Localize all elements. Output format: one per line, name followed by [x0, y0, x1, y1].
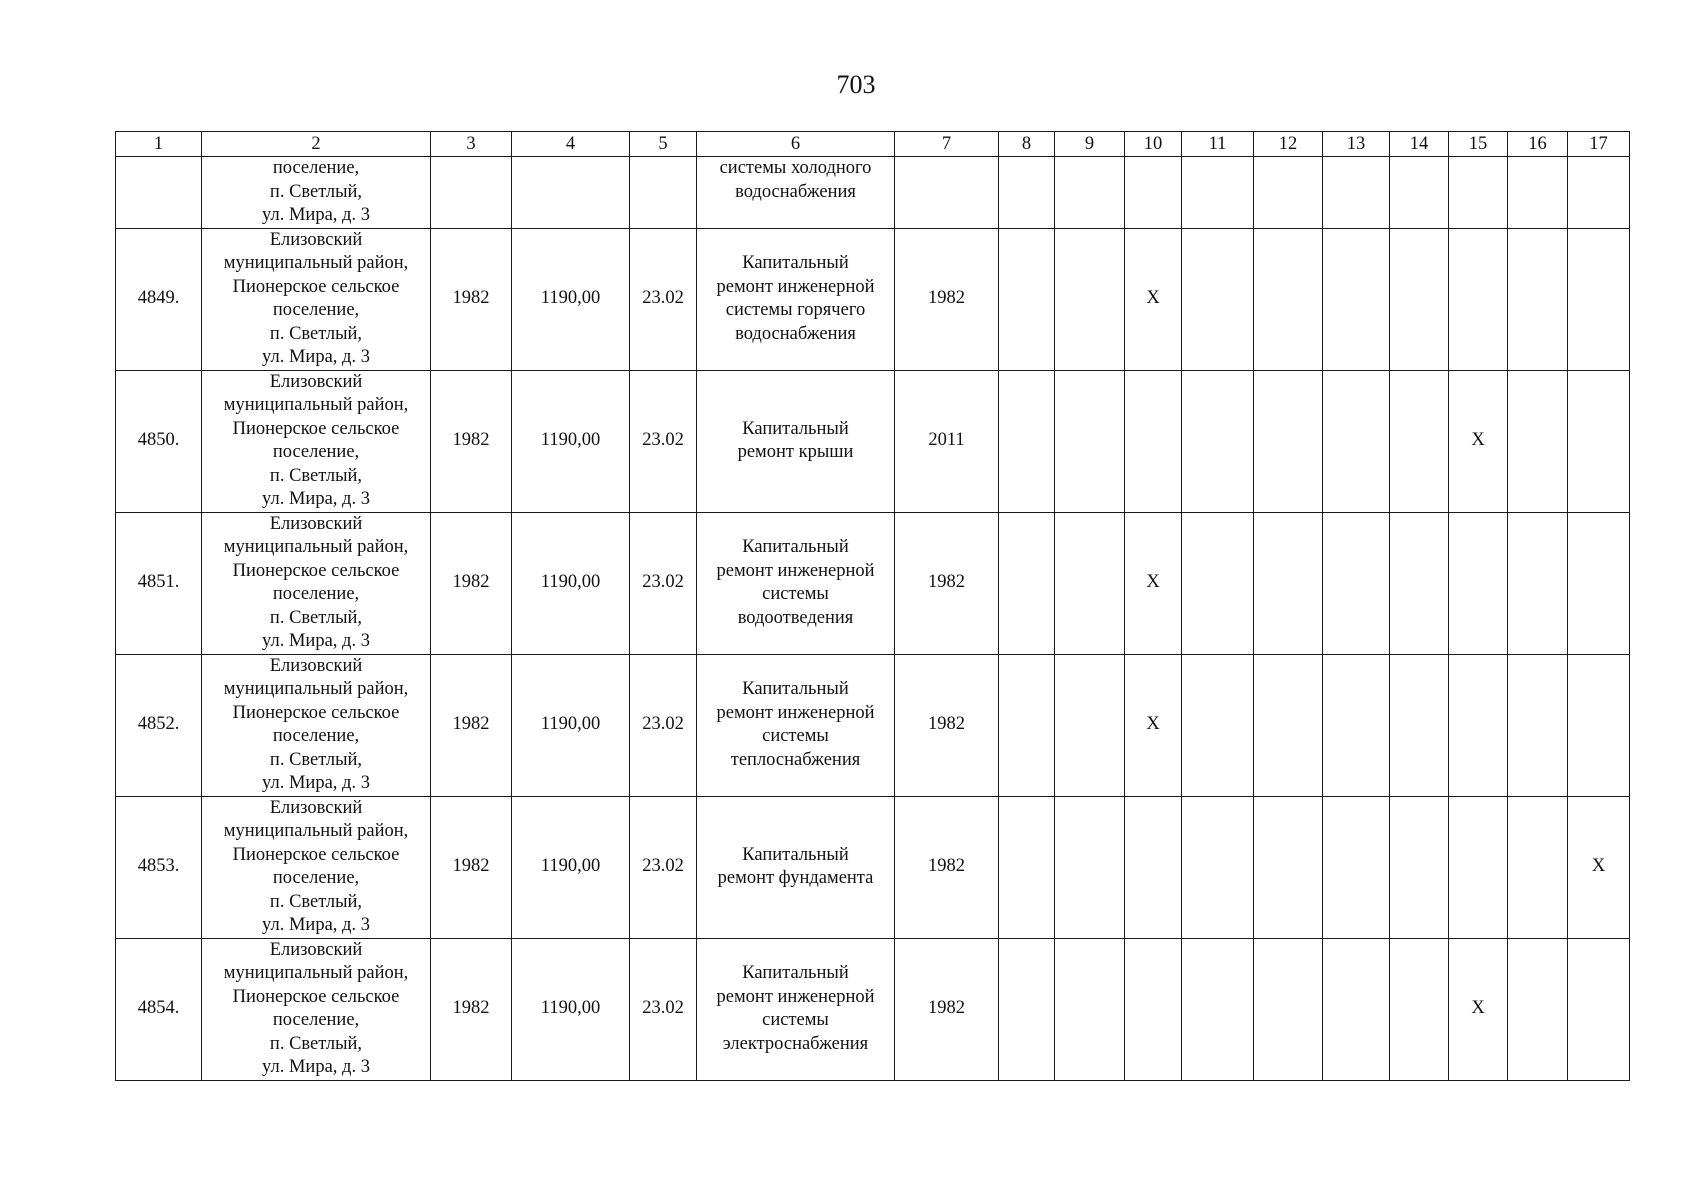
cell-area-text: 1190,00	[540, 430, 601, 451]
cell-num	[116, 654, 202, 796]
cell-mark	[1390, 157, 1449, 229]
cell-mark-col-15: X	[1449, 938, 1508, 1080]
cell-code	[630, 796, 697, 938]
cell-mark-col-11	[1182, 796, 1254, 938]
cell-mark	[1125, 157, 1182, 229]
cell-mark-col-14	[1390, 512, 1449, 654]
cell-mark-col-12	[1254, 938, 1323, 1080]
cell-num-text: 4852.	[137, 714, 180, 735]
cell-mark-col-8	[999, 228, 1055, 370]
cell-num	[116, 228, 202, 370]
cell-address	[202, 370, 431, 512]
cell-code-text: 23.02	[642, 430, 684, 451]
cell-mark-col-8	[999, 796, 1055, 938]
cell-mark-col-9	[1055, 654, 1125, 796]
cell-year-text: 1982	[452, 856, 490, 877]
cell-address-text: Елизовский муниципальный район, Пионерское сельское поселение, п. Светлый, ул. Мира, д. 3	[223, 797, 409, 935]
cell-year	[431, 512, 512, 654]
cell-address	[202, 228, 431, 370]
page-number: 703	[836, 70, 876, 99]
table-row	[116, 512, 1630, 654]
cell-mark	[1449, 157, 1508, 229]
cell-work-text: Капитальный ремонт инженерной системы водоотведения	[716, 537, 875, 628]
cell-num-text: 4853.	[137, 856, 180, 877]
cell-year2	[895, 796, 999, 938]
cell-mark-col-15	[1449, 796, 1508, 938]
cell-mark-col-16	[1508, 228, 1568, 370]
cell-mark	[1254, 157, 1323, 229]
cell-mark-col-8	[999, 654, 1055, 796]
cell-year2	[895, 512, 999, 654]
column-number-header: 10	[1125, 132, 1182, 157]
cell-code	[630, 370, 697, 512]
cell-code	[630, 938, 697, 1080]
cell-mark-col-8	[999, 512, 1055, 654]
cell-mark	[999, 157, 1055, 229]
column-number-header: 15	[1449, 132, 1508, 157]
cell-num-text: 4850.	[137, 430, 180, 451]
column-number-header: 11	[1182, 132, 1254, 157]
column-number-header: 17	[1568, 132, 1630, 157]
cell-mark-col-12	[1254, 796, 1323, 938]
cell-year2	[895, 370, 999, 512]
cell-mark-col-16	[1508, 938, 1568, 1080]
cell-address-text: Елизовский муниципальный район, Пионерское сельское поселение, п. Светлый, ул. Мира, д. 3	[223, 229, 409, 367]
cell-mark-col-16	[1508, 370, 1568, 512]
cell-mark-col-10	[1125, 796, 1182, 938]
cell-area	[512, 228, 630, 370]
work-text: системы холодного водоснабжения	[719, 158, 872, 202]
cell-work-text: Капитальный ремонт инженерной системы горячего водоснабжения	[716, 253, 875, 344]
cell-year-text: 1982	[452, 288, 490, 309]
cell-year	[431, 796, 512, 938]
cell-mark-col-10	[1125, 938, 1182, 1080]
cell-mark-col-12	[1254, 370, 1323, 512]
cell-mark-col-12	[1254, 228, 1323, 370]
cell-code	[630, 228, 697, 370]
cell-mark	[1568, 157, 1630, 229]
column-number-header: 12	[1254, 132, 1323, 157]
cell-address	[202, 512, 431, 654]
cell-work	[697, 512, 895, 654]
cell-mark	[1323, 157, 1390, 229]
cell-mark-col-10: X	[1125, 512, 1182, 654]
cell-mark-col-13	[1323, 938, 1390, 1080]
cell-mark-col-12	[1254, 512, 1323, 654]
cell-mark-col-16	[1508, 512, 1568, 654]
cell-address-text: Елизовский муниципальный район, Пионерское сельское поселение, п. Светлый, ул. Мира, д. 3	[223, 939, 409, 1077]
cell-mark	[1508, 157, 1568, 229]
cell-code-text: 23.02	[642, 998, 684, 1019]
cell-mark-col-15	[1449, 228, 1508, 370]
cell-address-text: Елизовский муниципальный район, Пионерское сельское поселение, п. Светлый, ул. Мира, д. 3	[223, 371, 409, 509]
cell-year	[431, 157, 512, 229]
cell-mark-col-13	[1323, 796, 1390, 938]
cell-mark-col-17	[1568, 512, 1630, 654]
cell-code-text: 23.02	[642, 714, 684, 735]
cell-year2	[895, 228, 999, 370]
table-row	[116, 228, 1630, 370]
cell-work	[697, 370, 895, 512]
cell-mark-col-9	[1055, 938, 1125, 1080]
cell-mark-col-11	[1182, 228, 1254, 370]
cell-area	[512, 370, 630, 512]
cell-mark-col-14	[1390, 228, 1449, 370]
cell-area	[512, 512, 630, 654]
cell-mark-col-16	[1508, 654, 1568, 796]
address-text: поселение, п. Светлый, ул. Мира, д. 3	[262, 158, 370, 225]
cell-year	[431, 654, 512, 796]
cell-code	[630, 157, 697, 229]
cell-mark-col-16	[1508, 796, 1568, 938]
table-row	[116, 796, 1630, 938]
cell-address	[202, 796, 431, 938]
cell-area-text: 1190,00	[540, 856, 601, 877]
cell-code-text: 23.02	[642, 856, 684, 877]
cell-work-text: Капитальный ремонт фундамента	[717, 844, 874, 888]
cell-area-text: 1190,00	[540, 572, 601, 593]
cell-mark-col-9	[1055, 512, 1125, 654]
cell-code-text: 23.02	[642, 288, 684, 309]
table-row	[116, 370, 1630, 512]
cell-year2	[895, 157, 999, 229]
cell-num	[116, 796, 202, 938]
cell-work	[697, 796, 895, 938]
table-row	[116, 938, 1630, 1080]
column-number-header: 4	[512, 132, 630, 157]
cell-code-text: 23.02	[642, 572, 684, 593]
cell-code	[630, 654, 697, 796]
cell-year2-text: 1982	[928, 288, 965, 309]
cell-address	[202, 157, 431, 229]
cell-mark-col-13	[1323, 370, 1390, 512]
cell-mark-col-13	[1323, 512, 1390, 654]
column-number-header: 8	[999, 132, 1055, 157]
cell-work-text: Капитальный ремонт инженерной системы электроснабжения	[716, 963, 875, 1054]
cell-year2-text: 1982	[928, 856, 965, 877]
cell-year-text: 1982	[452, 430, 490, 451]
cell-num	[116, 938, 202, 1080]
cell-work	[697, 157, 895, 229]
cell-mark-col-17	[1568, 228, 1630, 370]
cell-mark-col-8	[999, 938, 1055, 1080]
cell-area	[512, 654, 630, 796]
cell-mark-col-17	[1568, 654, 1630, 796]
cell-num-text: 4851.	[137, 572, 180, 593]
cell-year2	[895, 938, 999, 1080]
column-number-header: 7	[895, 132, 999, 157]
cell-mark-col-11	[1182, 938, 1254, 1080]
cell-area-text: 1190,00	[540, 288, 601, 309]
column-number-header: 14	[1390, 132, 1449, 157]
cell-work	[697, 654, 895, 796]
column-number-header: 2	[202, 132, 431, 157]
cell-year	[431, 938, 512, 1080]
cell-mark-col-10: X	[1125, 228, 1182, 370]
cell-mark-col-14	[1390, 938, 1449, 1080]
cell-num-text: 4854.	[137, 998, 180, 1019]
cell-address	[202, 654, 431, 796]
cell-num-text: 4849.	[137, 288, 180, 309]
cell-mark-col-17	[1568, 370, 1630, 512]
column-number-header: 6	[697, 132, 895, 157]
column-number-header: 13	[1323, 132, 1390, 157]
cell-year2-text: 1982	[928, 998, 965, 1019]
column-number-header: 5	[630, 132, 697, 157]
cell-address	[202, 938, 431, 1080]
cell-mark-col-9	[1055, 370, 1125, 512]
cell-area-text: 1190,00	[540, 714, 601, 735]
column-number-row	[116, 132, 1630, 157]
cell-area-text: 1190,00	[540, 998, 601, 1019]
cell-mark-col-14	[1390, 796, 1449, 938]
work-schedule-table	[115, 131, 1630, 1081]
cell-mark-col-9	[1055, 228, 1125, 370]
cell-mark-col-14	[1390, 370, 1449, 512]
cell-year-text: 1982	[452, 998, 490, 1019]
cell-area	[512, 157, 630, 229]
cell-year2	[895, 654, 999, 796]
cell-address-text: Елизовский муниципальный район, Пионерское сельское поселение, п. Светлый, ул. Мира, д. 3	[223, 655, 409, 793]
cell-mark-col-11	[1182, 512, 1254, 654]
column-number-header: 1	[116, 132, 202, 157]
cell-mark	[1055, 157, 1125, 229]
cell-year2-text: 1982	[928, 714, 965, 735]
cell-year	[431, 370, 512, 512]
cell-year	[431, 228, 512, 370]
cell-mark-col-11	[1182, 654, 1254, 796]
cell-area	[512, 796, 630, 938]
continuation-row	[116, 157, 1630, 229]
cell-mark	[1182, 157, 1254, 229]
cell-num	[116, 512, 202, 654]
cell-year2-text: 1982	[928, 572, 965, 593]
column-number-header: 9	[1055, 132, 1125, 157]
cell-mark-col-13	[1323, 654, 1390, 796]
cell-mark-col-10: X	[1125, 654, 1182, 796]
cell-mark-col-9	[1055, 796, 1125, 938]
cell-area	[512, 938, 630, 1080]
cell-mark-col-8	[999, 370, 1055, 512]
column-number-header: 3	[431, 132, 512, 157]
cell-mark-col-10	[1125, 370, 1182, 512]
cell-work-text: Капитальный ремонт инженерной системы теплоснабжения	[716, 679, 875, 770]
column-number-header: 16	[1508, 132, 1568, 157]
cell-num	[116, 370, 202, 512]
cell-mark-col-15	[1449, 512, 1508, 654]
cell-mark-col-12	[1254, 654, 1323, 796]
cell-mark-col-17	[1568, 938, 1630, 1080]
cell-address-text: Елизовский муниципальный район, Пионерское сельское поселение, п. Светлый, ул. Мира, д. 3	[223, 513, 409, 651]
cell-year-text: 1982	[452, 572, 490, 593]
cell-mark-col-15: X	[1449, 370, 1508, 512]
cell-mark-col-15	[1449, 654, 1508, 796]
cell-code	[630, 512, 697, 654]
cell-work	[697, 938, 895, 1080]
cell-mark-col-13	[1323, 228, 1390, 370]
table-row	[116, 654, 1630, 796]
cell-num	[116, 157, 202, 229]
cell-mark-col-11	[1182, 370, 1254, 512]
cell-mark-col-14	[1390, 654, 1449, 796]
cell-year2-text: 2011	[928, 430, 965, 451]
cell-year-text: 1982	[452, 714, 490, 735]
cell-work	[697, 228, 895, 370]
cell-mark-col-17: X	[1568, 796, 1630, 938]
cell-work-text: Капитальный ремонт крыши	[737, 418, 854, 462]
